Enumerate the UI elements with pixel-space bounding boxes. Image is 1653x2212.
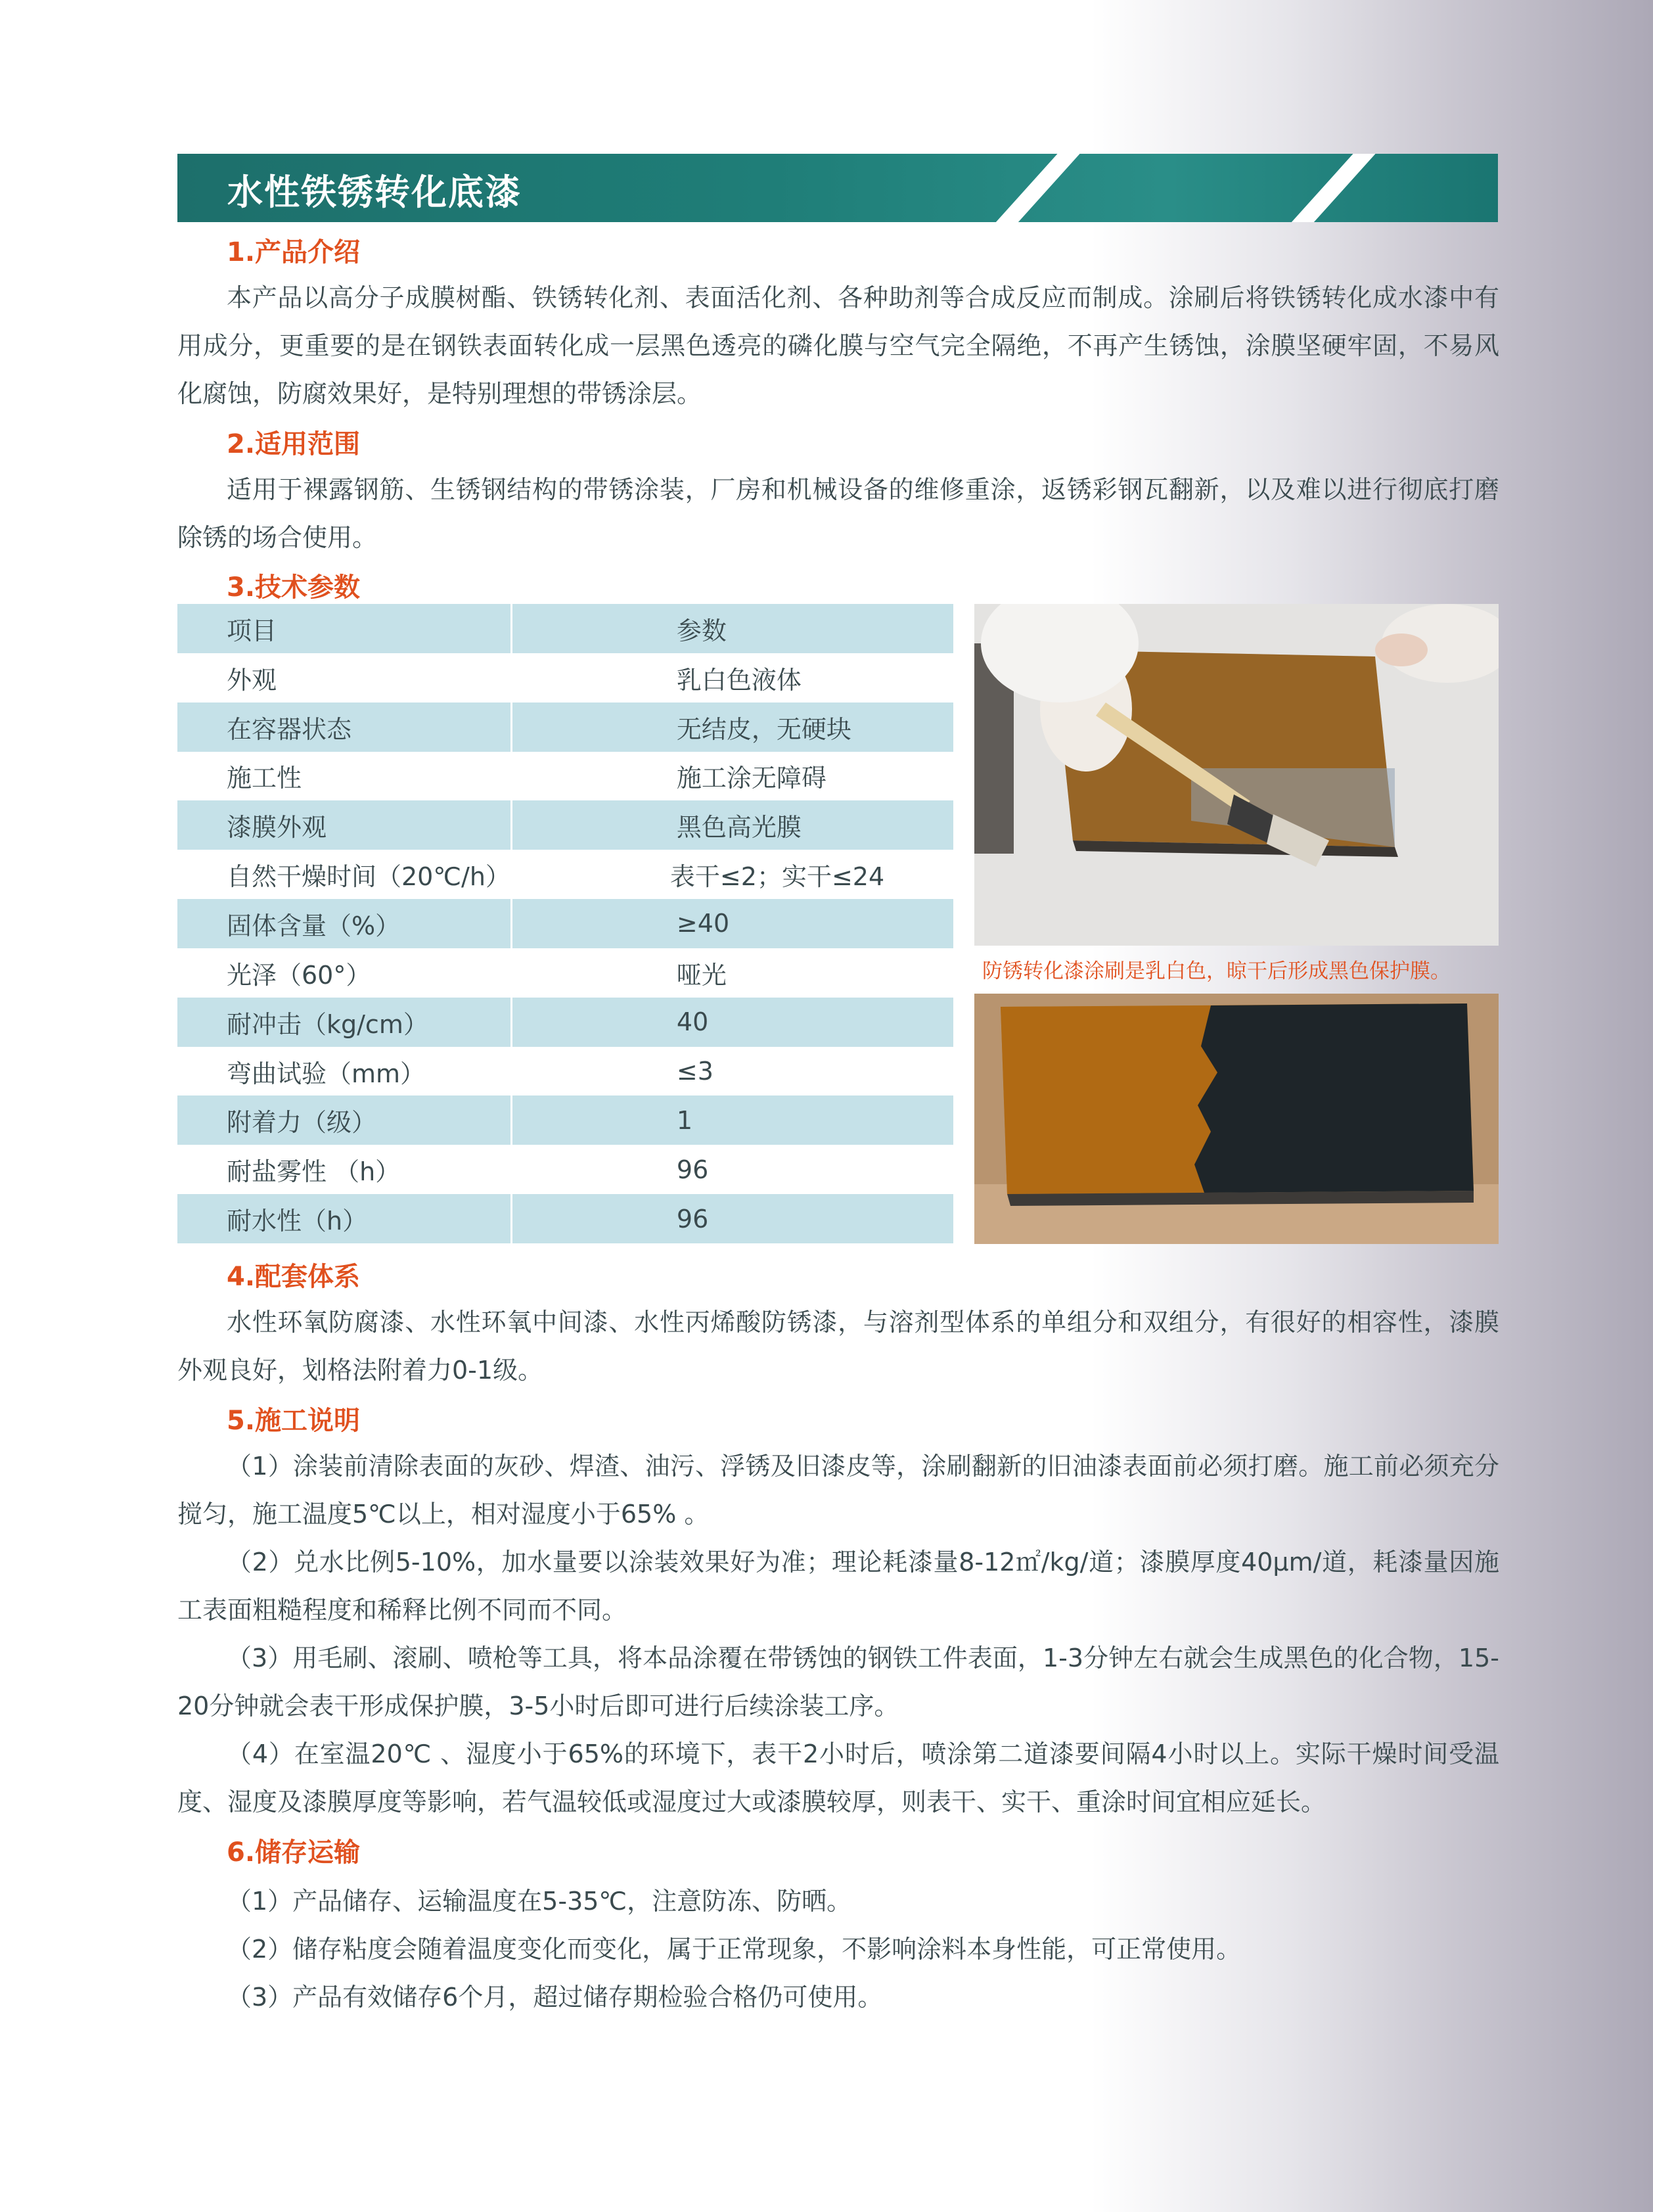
rust-conversion-photo bbox=[974, 994, 1499, 1244]
table-row bbox=[177, 1194, 953, 1243]
construction-item: （4）在室温20℃ 、湿度小于65%的环境下，表干2小时后，喷涂第二道漆要间隔4小时以上。实际干燥时间受温度、湿度及漆膜厚度等影响，若气温较低或湿度过大或漆膜较厚，则表干、实干、重涂时间宜相应延长。 bbox=[177, 1740, 1499, 1816]
storage-item: （3）产品有效储存6个月，超过储存期检验合格仍可使用。 bbox=[227, 1983, 883, 2012]
param-name: 耐冲击（kg/cm） bbox=[177, 998, 511, 1047]
banner-slash-decoration bbox=[980, 154, 1091, 222]
param-name: 自然干燥时间（20℃/h） bbox=[177, 850, 511, 899]
photo-caption: 防锈转化漆涂刷是乳白色，晾干后形成黑色保护膜。 bbox=[982, 959, 1451, 983]
section-heading-scope: 2.适用范围 bbox=[227, 429, 361, 459]
param-value: ≥40 bbox=[511, 899, 953, 948]
param-name: 项目 bbox=[177, 604, 511, 653]
param-name: 光泽（60°） bbox=[177, 948, 511, 998]
param-name: 耐盐雾性 （h） bbox=[177, 1145, 511, 1194]
param-value: 参数 bbox=[511, 604, 953, 653]
param-name: 耐水性（h） bbox=[177, 1194, 511, 1243]
param-value: 施工涂无障碍 bbox=[676, 764, 826, 793]
table-row bbox=[177, 948, 953, 998]
section-heading-storage: 6.储存运输 bbox=[227, 1837, 361, 1868]
section-heading-construction: 5.施工说明 bbox=[227, 1406, 361, 1436]
param-name: 固体含量（%） bbox=[177, 899, 511, 948]
param-name: 附着力（级） bbox=[177, 1095, 511, 1145]
param-name: 在容器状态 bbox=[177, 703, 511, 752]
table-row bbox=[177, 850, 953, 899]
construction-item: （3）用毛刷、滚刷、喷枪等工具，将本品涂覆在带锈蚀的钢铁工件表面，1-3分钟左右就会生成黑色的化合物，15-20分钟就会表干形成保护膜，3-5小时后即可进行后续涂装工序。 bbox=[177, 1644, 1499, 1720]
param-name: 施工性 bbox=[177, 752, 511, 801]
storage-item: （1）产品储存、运输温度在5-35℃，注意防冻、防晒。 bbox=[227, 1887, 852, 1916]
table-row bbox=[177, 703, 953, 752]
param-value: ≤3 bbox=[676, 1057, 713, 1086]
param-name: 外观 bbox=[177, 653, 511, 703]
title-banner bbox=[177, 154, 1498, 222]
table-row bbox=[177, 1145, 953, 1194]
table-row bbox=[177, 1047, 953, 1096]
param-name: 漆膜外观 bbox=[177, 800, 511, 850]
construction-item: （2）兑水比例5-10%，加水量要以涂装效果好为准；理论耗漆量8-12㎡/kg/道；漆膜厚度40μm/道，耗漆量因施工表面粗糙程度和稀释比例不同而不同。 bbox=[177, 1548, 1499, 1624]
param-value: 96 bbox=[511, 1194, 953, 1243]
param-value: 40 bbox=[511, 998, 953, 1047]
table-row bbox=[177, 604, 953, 653]
section-heading-intro: 1.产品介绍 bbox=[227, 237, 361, 267]
param-value: 表干≤2；实干≤24 bbox=[669, 862, 885, 892]
param-value: 哑光 bbox=[676, 960, 727, 990]
intro-paragraph: 本产品以高分子成膜树酯、铁锈转化剂、表面活化剂、各种助剂等合成反应而制成。涂刷后将铁锈转化成水漆中有用成分，更重要的是在钢铁表面转化成一层黑色透亮的磷化膜与空气完全隔绝，不再产生锈蚀，涂膜坚硬牢固，不易风化腐蚀，防腐效果好，是特别理想的带锈涂层。 bbox=[177, 283, 1499, 408]
section-heading-system: 4.配套体系 bbox=[227, 1262, 361, 1292]
construction-item: （1）涂装前清除表面的灰砂、焊渣、油污、浮锈及旧漆皮等，涂刷翻新的旧油漆表面前必须打磨。施工前必须充分搅匀，施工温度5℃以上，相对湿度小于65% 。 bbox=[177, 1452, 1499, 1529]
param-value: 1 bbox=[511, 1095, 953, 1145]
table-row bbox=[177, 998, 953, 1047]
param-value: 乳白色液体 bbox=[676, 665, 802, 695]
param-value: 96 bbox=[676, 1155, 709, 1184]
scope-paragraph: 适用于裸露钢筋、生锈钢结构的带锈涂装，厂房和机械设备的维修重涂，返锈彩钢瓦翻新，以及难以进行彻底打磨除锈的场合使用。 bbox=[177, 475, 1499, 552]
table-row bbox=[177, 800, 953, 850]
param-value: 无结皮，无硬块 bbox=[511, 703, 953, 752]
system-paragraph: 水性环氧防腐漆、水性环氧中间漆、水性丙烯酸防锈漆，与溶剂型体系的单组分和双组分，有很好的相容性，漆膜外观良好，划格法附着力0-1级。 bbox=[177, 1308, 1499, 1385]
table-row bbox=[177, 899, 953, 948]
section-heading-params: 3.技术参数 bbox=[227, 572, 361, 603]
table-row bbox=[177, 1095, 953, 1145]
table-row bbox=[177, 752, 953, 801]
params-table bbox=[177, 604, 953, 1243]
table-row bbox=[177, 653, 953, 703]
banner-slash-decoration bbox=[1276, 154, 1387, 222]
param-name: 弯曲试验（mm） bbox=[177, 1047, 511, 1096]
storage-item: （2）储存粘度会随着温度变化而变化，属于正常现象，不影响涂料本身性能，可正常使用。 bbox=[227, 1935, 1242, 1964]
param-value: 黑色高光膜 bbox=[511, 800, 953, 850]
brush-application-photo bbox=[974, 604, 1499, 946]
page-title: 水性铁锈转化底漆 bbox=[227, 172, 522, 213]
